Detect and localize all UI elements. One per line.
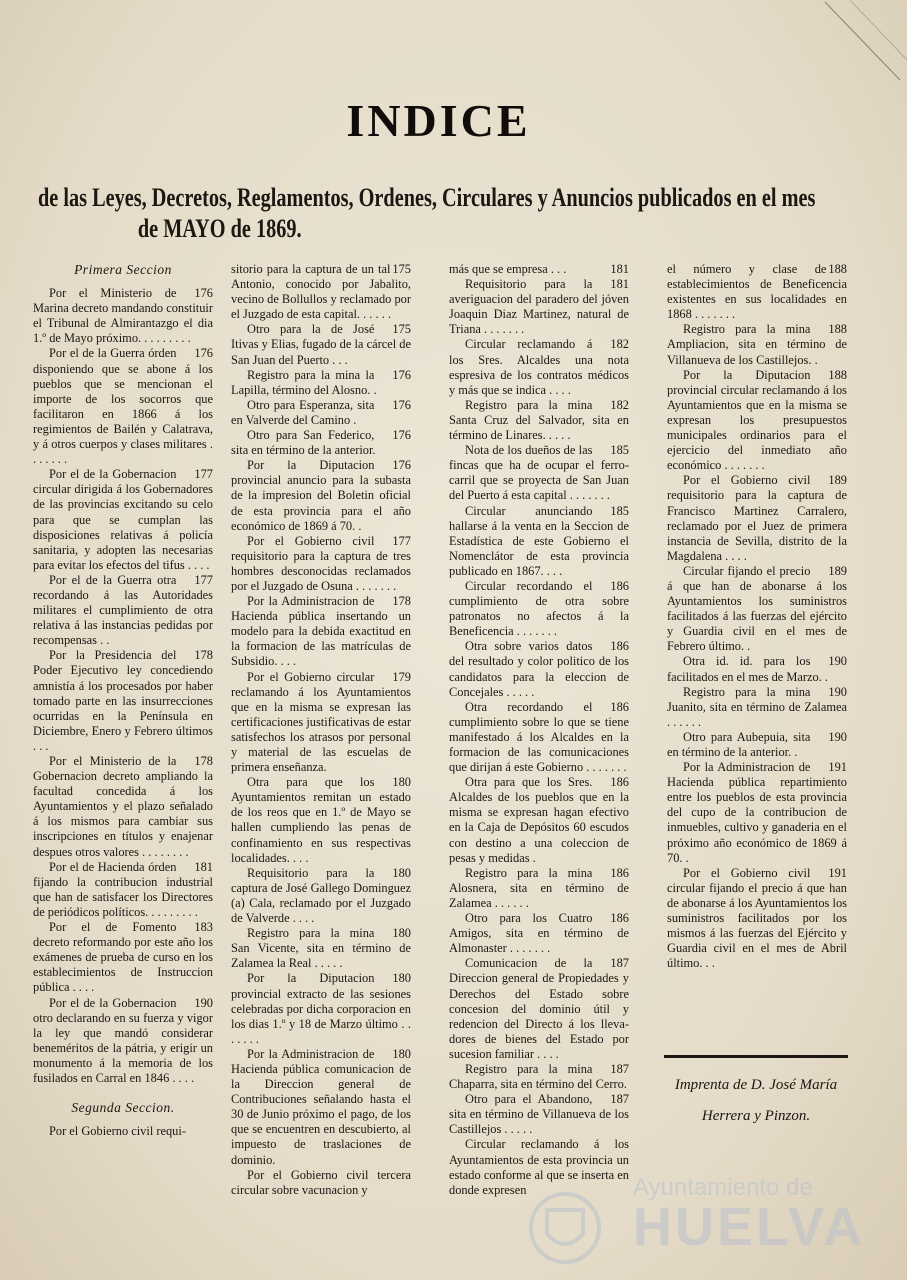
index-entry xyxy=(231,866,411,926)
entry-text: el número y clase de establecimientos de Beneficencia existentes en sus localidades en 1868 . . . . . . . xyxy=(667,262,847,322)
page-number: 183 xyxy=(194,920,213,935)
entry-text: Por el de la Gobernacion circular dirigida á los Gobernadores de las provincias excitando su celo para que se cumplan las disposiciones relativas á policía sanitaria, y adopten las necesarias para evitar los efectos del tifus . . . . xyxy=(33,467,213,572)
index-entry xyxy=(449,337,629,397)
entry-text: Otra recordando el cumplimiento sobre lo que se tiene manifestado á los Alcaldes en la formacion de las comunicaciones que dirijan á este Gobierno . . . . . . . xyxy=(449,699,629,775)
page-number: 185 xyxy=(610,503,629,518)
entry-text: Por el Ministerio de la Gobernacion decreto ampliando la facultad concedida á los Ayuntamientos y el plazo señalado á los mismos para cambiar sus inscripciones en títulos y enajenar despues otros valores . . . . . . . . xyxy=(33,754,213,859)
entry-text: Registro para la mina Ampliacion, sita en término de Villanueva de los Castillejos. . xyxy=(667,322,847,367)
page-number: 190 xyxy=(828,684,847,699)
imprint-line-1: Imprenta de D. José María xyxy=(674,1077,838,1093)
column-1-entries xyxy=(33,286,213,1086)
index-entry xyxy=(231,398,411,428)
column-3 xyxy=(449,262,629,1198)
page-number: 190 xyxy=(194,995,213,1010)
entry-text: Otro para los Cuatro Amigos, sita en término de Almonaster . . . . . . . xyxy=(449,911,629,956)
index-entry xyxy=(667,866,847,972)
index-entry xyxy=(231,926,411,971)
page-number: 186 xyxy=(610,775,629,790)
index-entry xyxy=(667,322,847,367)
column-3-continued-entry xyxy=(449,262,629,277)
page-number: 191 xyxy=(828,865,847,880)
entry-text: Requisitorio para la captura de José Gallego Dominguez (a) Cala, reclamado por el Juzgado de Valverde . . . . xyxy=(231,865,411,926)
entry-text: Registro para la mina San Vicente, sita en término de Zalamea la Real . . . . . xyxy=(231,926,411,971)
entry-text: Por la Diputacion provincial anuncio para la subasta de la impresion del Boletin oficial de esta provincia para el año económico de 1869 á 70. . xyxy=(231,458,411,533)
page-number: 182 xyxy=(610,397,629,412)
column-2 xyxy=(231,262,411,1198)
page-number: 180 xyxy=(392,775,411,790)
page-number: 188 xyxy=(828,262,847,276)
entry-text: Por el de Hacienda órden fijando la contribucion industrial que han de satisfacer los Directores de periódicos políticos. . . . . . . . . xyxy=(33,859,213,919)
index-entry xyxy=(231,1047,411,1168)
page-number: 178 xyxy=(194,648,213,663)
entry-text: Registro para la mina Juanito, sita en término de Zalamea . . . . . . xyxy=(667,684,847,729)
entry-text: Otro para Aubepuia, sita en término de la anterior. . xyxy=(667,729,811,759)
page-number: 180 xyxy=(392,1046,411,1061)
entry-text: Por la Administracion de Hacienda pública repartimiento entre los pueblos de esta provincia del cupo de la contribucion de inmuebles, cultivo y ganaderia en el próximo año económico de 1869 á 70. . xyxy=(667,760,847,865)
entry-text: Circular reclamando á los Sres. Alcaldes una nota espresiva de los contratos médicos y más que se indica . . . . xyxy=(449,337,629,397)
entry-text: Por el de Fomento decreto reformando por este año los exámenes de prueba de curso en los establecimientos de Instruccion pública . . . . xyxy=(33,920,213,995)
page-number: 180 xyxy=(392,865,411,880)
page-number: 187 xyxy=(610,1092,629,1107)
index-entry xyxy=(33,346,213,467)
entry-text: Registro para la mina Alosnera, sita en término de Zalamea . . . . . . xyxy=(449,865,629,910)
page-number: 177 xyxy=(194,572,213,587)
corner-crease-line xyxy=(820,0,907,90)
index-entry xyxy=(231,594,411,669)
entry-text: Por la Presidencia del Poder Ejecutivo ley concediendo amnistía á los procesados por haber tomado parte en las insurrecciones ocurridas en la Península en Diciembre, Enero y Febrero últimos . . . xyxy=(33,648,213,753)
page-number: 180 xyxy=(392,926,411,941)
entry-text: Otro para el Abandono, sita en término de Villanueva de los Castillejos . . . . . xyxy=(449,1092,629,1137)
entry-text: Otro para Esperanza, sita en Valverde del Camino . xyxy=(231,397,375,427)
entry-text: Registro para la mina la Lapilla, término del Alosno. . xyxy=(231,367,377,397)
entry-text: Por la Administracion de Hacienda pública insertando un modelo para la debida exactitud en la formacion de las matrículas de Subsidio. . . . xyxy=(231,594,411,669)
index-entry xyxy=(231,322,411,367)
page-number: 181 xyxy=(610,277,629,292)
column-4-entries xyxy=(667,322,847,971)
page-number: 186 xyxy=(610,639,629,654)
index-entry xyxy=(667,730,847,760)
entry-text: Por el Gobierno circular reclamando á los Ayuntamientos que en la misma se expresan las certificaciones justificativas de estar satisfechos los atrasos por personal y material de las escuelas de primera enseñanza. xyxy=(231,669,411,775)
page-number: 188 xyxy=(828,322,847,337)
index-entry xyxy=(33,286,213,346)
index-entry xyxy=(449,639,629,699)
entry-text: Otra id. id. para los facilitados en el mes de Marzo. . xyxy=(667,654,829,684)
entry-text: Por la Diputacion provincial circular reclamando á los Ayuntamientos que en la misma se expresan los presupuestos municipales ordinarios para el ejercicio del inmediato año económico . . . . . . . xyxy=(667,367,847,473)
subtitle-line-2: de MAYO de 1869. xyxy=(137,214,302,243)
document-subtitle xyxy=(38,182,816,244)
index-entry xyxy=(231,670,411,776)
entry-text: Otra sobre varios datos del resultado y color politico de los candidatos para la eleccion de Concejales . . . . . xyxy=(449,639,629,699)
index-entry xyxy=(667,473,847,564)
entry-text: Por el Ministerio de Marina decreto mandando constituir el Tribunal de Almirantazgo el dia 1.º de Mayo próximo. . . . . . . . . xyxy=(33,286,213,346)
index-entry xyxy=(231,368,411,398)
page-number: 176 xyxy=(194,346,213,361)
index-entry xyxy=(667,368,847,474)
page-number: 181 xyxy=(194,859,213,874)
page-number: 189 xyxy=(828,473,847,488)
page-number: 178 xyxy=(194,754,213,768)
imprint-line-2: Herrera y Pinzon. xyxy=(701,1108,811,1124)
page-number: 189 xyxy=(828,563,847,578)
index-entry xyxy=(449,775,629,866)
index-entry xyxy=(231,458,411,533)
watermark-big-text: HUELVA xyxy=(633,1197,865,1257)
entry-text: Registro para la mina Chaparra, sita en término del Cerro. xyxy=(449,1061,627,1092)
page-number: 186 xyxy=(610,911,629,926)
entry-text: Por el de la Guerra órden disponiendo que se abone á los pueblos que se mencionan el importe de los socorros que facilitaron en 1866 á los regimientos de Bailén y Calatrava, y á otros cuerpos y clases militares . . . . . . . xyxy=(33,346,213,467)
archive-watermark xyxy=(515,1170,885,1270)
index-entry xyxy=(449,398,629,443)
index-entry xyxy=(231,971,411,1046)
page-number: 191 xyxy=(828,760,847,775)
page-number: 179 xyxy=(392,669,411,684)
index-entry xyxy=(231,775,411,866)
column-4 xyxy=(667,262,847,971)
entry-text: Requisitorio para la averiguacion del paradero del jóven Joaquin Diaz Martinez, natural de Triana . . . . . . . xyxy=(449,277,629,337)
index-entry xyxy=(449,443,629,503)
index-entry xyxy=(449,911,629,956)
entry-text: Por el de la Guerra otra recordando á las Autoridades militares el cumplimiento de otra relativa á las instancias pedidas por recompensas . . xyxy=(33,572,213,648)
index-entry xyxy=(33,573,213,648)
column-3-tail: Circular reclamando á los Ayuntamientos de esta provincia un estado conforme al que se inserta en donde expresen xyxy=(449,1137,629,1197)
entry-text: Por la Diputacion provincial extracto de las sesiones celebradas por dicha corporacion en los dias 1.º y 18 de Marzo último . . . . . . . xyxy=(231,971,411,1046)
index-entry xyxy=(33,860,213,920)
page-number: 186 xyxy=(610,578,629,593)
document-title: INDICE xyxy=(346,95,531,146)
page-number: 186 xyxy=(610,699,629,714)
entry-text: más que se empresa . . . xyxy=(449,262,567,276)
index-entry xyxy=(449,956,629,1062)
page-number: 187 xyxy=(610,956,629,971)
page-number: 190 xyxy=(828,729,847,744)
entry-text: Por el de la Gobernacion otro declarando en su fuerza y vigor la ley que mandó considerar beneméritos de la pátria, y erigir un monumento á la memoria de los fusilados en Carral en 1846 . . . . xyxy=(33,995,213,1085)
entry-text: Por la Administracion de Hacienda pública comunicacion de la Direccion general de Contribuciones señalando hasta el 30 de Junio próximo el pago, de los que se encuentren en descubierto, al impuesto de traslaciones de dominio. xyxy=(231,1046,411,1167)
entry-text: Por el Gobierno civil requisitorio para la captura de Francisco Martinez Carralero, reclamado por el Juez de primera instancia de Sevilla, distrito de la Magdalena . . . . xyxy=(667,473,847,563)
column-2-tail: Por el Gobierno civil tercera circular sobre vacunacion y xyxy=(231,1167,411,1197)
page-number: 175 xyxy=(392,262,411,276)
entry-text: Por el Gobierno civil requisitorio para la captura de tres hombres desconocidas reclamados por el Juzgado de Osuna . . . . . . . xyxy=(231,533,411,593)
page-number: 185 xyxy=(610,443,629,458)
index-entry xyxy=(667,564,847,655)
page-number: 190 xyxy=(828,654,847,669)
section-heading-segunda: Segunda Seccion. xyxy=(71,1100,175,1116)
page-number: 177 xyxy=(392,533,411,548)
column-1 xyxy=(33,262,213,1139)
index-entry xyxy=(231,534,411,594)
index-entry xyxy=(667,654,847,684)
page-number: 176 xyxy=(392,397,411,412)
index-entry xyxy=(449,579,629,639)
entry-text: Nota de los dueños de las fincas que ha de ocupar el ferro-carril que se proyecta de San Juan del Puerto á esta capital . . . . . . . xyxy=(449,443,629,503)
page-number: 178 xyxy=(392,594,411,609)
index-entry xyxy=(33,754,213,860)
page-number: 176 xyxy=(392,367,411,382)
entry-text: Circular recordando el cumplimiento de otra sobre patronatos no afectos á la Beneficencia . . . . . . . xyxy=(449,578,629,639)
page-number: 182 xyxy=(610,337,629,352)
entry-text: Circular anunciando hallarse á la venta en la Seccion de Estadística de este Gobierno el Nomenclátor de esta provincia publicado en 1867. . . . xyxy=(449,503,629,578)
entry-text: Otro para San Federico, sita en término de la anterior. xyxy=(231,428,376,458)
page-number: 188 xyxy=(828,367,847,382)
column-2-continued-entry xyxy=(231,262,411,322)
index-entry xyxy=(667,760,847,866)
page-number: 176 xyxy=(392,428,411,443)
column-3-entries xyxy=(449,277,629,1137)
page-number: 181 xyxy=(610,262,629,276)
subtitle-line-1: de las Leyes, Decretos, Reglamentos, Ordenes, Circulares y Anuncios publicados en el mes xyxy=(38,183,816,212)
imprint-divider xyxy=(664,1055,848,1058)
section-heading-primera: Primera Seccion xyxy=(74,262,172,277)
entry-text: Comunicacion de la Direccion general de Propiedades y Derechos del Estado sobre concesion del dominio útil y redencion del Directo á los lleva-dores de bienes del Estado por sucesion familiar . . . . xyxy=(449,956,629,1061)
crest-icon xyxy=(515,1188,615,1268)
page-number: 175 xyxy=(392,322,411,337)
watermark-small-text: Ayuntamiento de xyxy=(633,1174,813,1201)
page-number: 187 xyxy=(610,1061,629,1076)
page-number: 176 xyxy=(392,458,411,473)
entry-text: Otra para que los Ayuntamientos remitan un estado de los reos que en 1.º de Mayo se hallen cumpliendo las penas de confinamiento en sus respectivas localidades. . . . xyxy=(231,775,411,865)
column-4-continued-entry xyxy=(667,262,847,322)
index-entry xyxy=(449,1062,629,1092)
page-number: 177 xyxy=(194,467,213,482)
index-entry xyxy=(449,700,629,775)
index-entry xyxy=(231,428,411,458)
entry-text: Otra para que los Sres. Alcaldes de los pueblos que en la misma se expresan hagan efectivo en la Caja de Depósitos 60 escudos con destino a una coleccion de pesas y medidas . xyxy=(449,775,629,865)
index-entry xyxy=(33,467,213,573)
page-number: 180 xyxy=(392,971,411,986)
entry-text: Por el Gobierno civil circular fijando el precio á que han de abonarse á los Ayuntamientos los suministros facilitados por los mismos á las fuerzas del Ejército y Guardia civil en el mes de Abril último. . . xyxy=(667,865,847,971)
column-1-tail: Por el Gobierno civil requi- xyxy=(49,1124,186,1139)
entry-text: sitorio para la captura de un tal Antonio, conocido por Jabalito, vecino de Bollullos y reclamado por el Juzgado de esta capital. . . . . . xyxy=(231,262,411,322)
entry-text: Otro para la de José Itivas y Elias, fugado de la cárcel de San Juan del Puerto . . . xyxy=(231,322,411,367)
page-number: 176 xyxy=(194,286,213,301)
index-entry xyxy=(449,866,629,911)
entry-text: Registro para la mina Santa Cruz del Salvador, sita en término de Linares. . . . . xyxy=(449,397,629,443)
page-number: 186 xyxy=(610,865,629,880)
index-entry xyxy=(449,277,629,337)
index-entry xyxy=(449,504,629,579)
index-entry xyxy=(33,648,213,754)
index-entry xyxy=(449,1092,629,1137)
index-entry xyxy=(33,920,213,995)
index-entry xyxy=(33,996,213,1087)
index-entry xyxy=(667,685,847,730)
column-2-entries xyxy=(231,322,411,1167)
entry-text: Circular fijando el precio á que han de abonarse á los Ayuntamientos los suministros facilitados á las fuerzas del ejército y Guardia civil en el mes de Febrero último. . xyxy=(667,563,847,654)
